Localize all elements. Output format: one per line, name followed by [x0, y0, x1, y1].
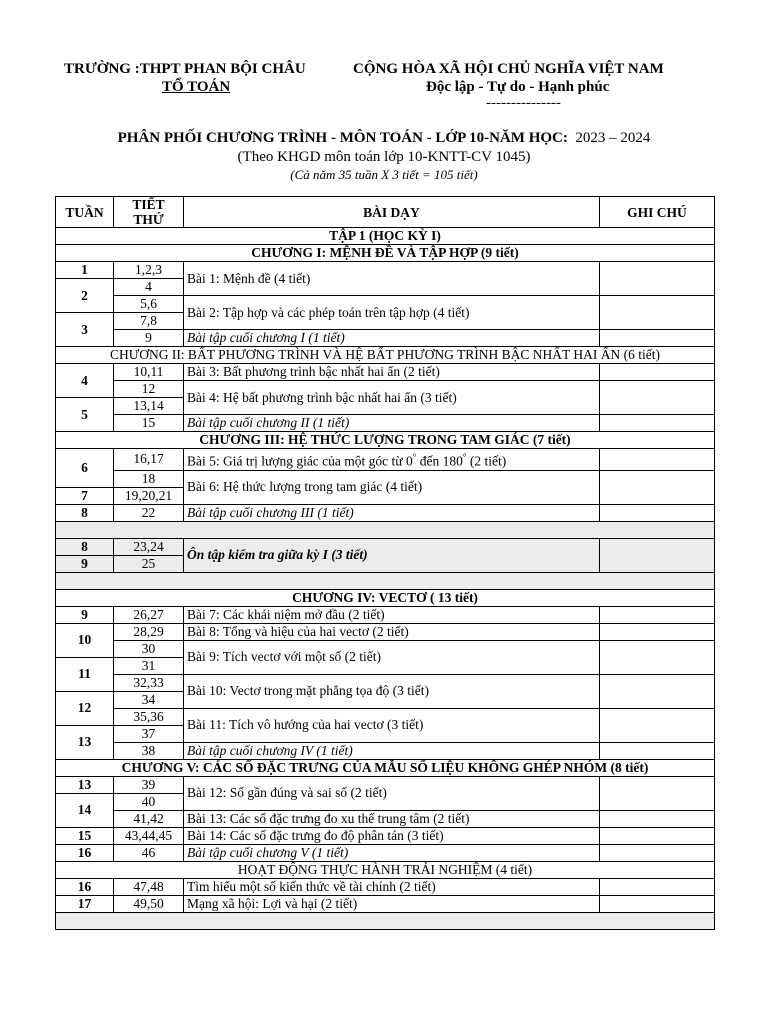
table-row: 2 4: [56, 279, 715, 296]
col-week-header: TUẦN: [56, 197, 114, 228]
spacer-row: [56, 912, 715, 929]
table-row: 9 25: [56, 555, 715, 572]
table-row: 16 46 Bài tập cuối chương V (1 tiết): [56, 844, 715, 861]
table-row: 10 28,29 Bài 8: Tổng và hiệu của hai vectơ (2 tiết): [56, 623, 715, 640]
table-row: 18 Bài 6: Hệ thức lượng trong tam giác (4 tiết): [56, 470, 715, 487]
table-row: 6 16,17 Bài 5: Giá trị lượng giác của một góc từ 0° đến 180° (2 tiết): [56, 449, 715, 471]
table-row: 5,6 Bài 2: Tập hợp và các phép toán trên tập hợp (4 tiết): [56, 296, 715, 313]
table-row: 8 23,24 Ôn tập kiểm tra giữa kỳ I (3 tiết): [56, 538, 715, 555]
table-row: 16 47,48 Tìm hiểu một số kiến thức về tài chính (2 tiết): [56, 878, 715, 895]
chapter-row: CHƯƠNG I: MỆNH ĐỀ VÀ TẬP HỢP (9 tiết): [56, 245, 715, 262]
page-title: [0, 130, 768, 147]
subtitle: (Theo KHGD môn toán lớp 10-KNTT-CV 1045): [237, 149, 531, 165]
table-row: 35,36 Bài 11: Tích vô hướng của hai vectơ (3 tiết): [56, 708, 715, 725]
section-row: TẬP 1 (HỌC KỲ I): [56, 228, 715, 245]
school-name: TRƯỜNG :THPT PHAN BỘI CHÂU: [64, 61, 306, 77]
table-row: 41,42 Bài 13: Các số đặc trưng đo xu thế trung tâm (2 tiết): [56, 810, 715, 827]
nation-heading: CỘNG HÒA XÃ HỘI CHỦ NGHĨA VIỆT NAM: [353, 61, 664, 77]
chapter-row: CHƯƠNG V: CÁC SỐ ĐẶC TRƯNG CỦA MẪU SỐ LIỆU KHÔNG GHÉP NHÓM (8 tiết): [56, 759, 715, 776]
col-period-header: TIẾT THỨ: [114, 197, 184, 228]
department-name: TỔ TOÁN: [162, 79, 231, 95]
table-row: 17 49,50 Mạng xã hội: Lợi và hại (2 tiết): [56, 895, 715, 912]
table-row: 15 43,44,45 Bài 14: Các số đặc trưng đo độ phân tán (3 tiết): [56, 827, 715, 844]
period-note: (Cả năm 35 tuần X 3 tiết = 105 tiết): [290, 167, 478, 182]
table-row: 38 Bài tập cuối chương IV (1 tiết): [56, 742, 715, 759]
motto-divider: ---------------: [486, 95, 561, 111]
table-row: 11 31: [56, 657, 715, 674]
table-row: 7 19,20,21: [56, 487, 715, 504]
col-lesson-header: BÀI DẠY: [184, 197, 600, 228]
table-row: 12 Bài 4: Hệ bất phương trình bậc nhất hai ẩn (3 tiết): [56, 381, 715, 398]
curriculum-table: [55, 196, 715, 930]
spacer-row: [56, 521, 715, 538]
table-row: 9 Bài tập cuối chương I (1 tiết): [56, 330, 715, 347]
table-row: 3 7,8: [56, 313, 715, 330]
table-row: 13 37: [56, 725, 715, 742]
table-row: 8 22 Bài tập cuối chương III (1 tiết): [56, 504, 715, 521]
nation-motto: Độc lập - Tự do - Hạnh phúc: [426, 79, 610, 95]
table-row: 14 40: [56, 793, 715, 810]
table-row: 9 26,27 Bài 7: Các khái niệm mở đầu (2 tiết): [56, 606, 715, 623]
chapter-row: CHƯƠNG II: BẤT PHƯƠNG TRÌNH VÀ HỆ BẤT PHƯƠNG TRÌNH BẬC NHẤT HAI ẨN (6 tiết): [56, 347, 715, 364]
table-row: 32,33 Bài 10: Vectơ trong mặt phẳng tọa độ (3 tiết): [56, 674, 715, 691]
table-row: 30 Bài 9: Tích vectơ với một số (2 tiết): [56, 640, 715, 657]
activity-row: HOẠT ĐỘNG THỰC HÀNH TRẢI NGHIỆM (4 tiết): [56, 861, 715, 878]
lesson-5-cell: Bài 5: Giá trị lượng giác của một góc từ 0° đến 180° (2 tiết): [184, 449, 600, 471]
table-row: 13 39 Bài 12: Số gần đúng và sai số (2 tiết): [56, 776, 715, 793]
table-row: 12 34: [56, 691, 715, 708]
table-row: 5 13,14: [56, 398, 715, 415]
school-year: 2023 – 2024: [575, 130, 651, 146]
table-row: 15 Bài tập cuối chương II (1 tiết): [56, 415, 715, 432]
spacer-row: [56, 572, 715, 589]
chapter-row: CHƯƠNG III: HỆ THỨC LƯỢNG TRONG TAM GIÁC (7 tiết): [56, 432, 715, 449]
table-row: 4 10,11 Bài 3: Bất phương trình bậc nhất hai ẩn (2 tiết): [56, 364, 715, 381]
col-note-header: GHI CHÚ: [600, 197, 715, 228]
chapter-row: CHƯƠNG IV: VECTƠ ( 13 tiết): [56, 589, 715, 606]
table-row: 1 1,2,3 Bài 1: Mệnh đề (4 tiết): [56, 262, 715, 279]
title-main: PHÂN PHỐI CHƯƠNG TRÌNH - MÔN TOÁN - LỚP 10-NĂM HỌC:: [117, 130, 568, 146]
table-header-row: [56, 197, 715, 228]
